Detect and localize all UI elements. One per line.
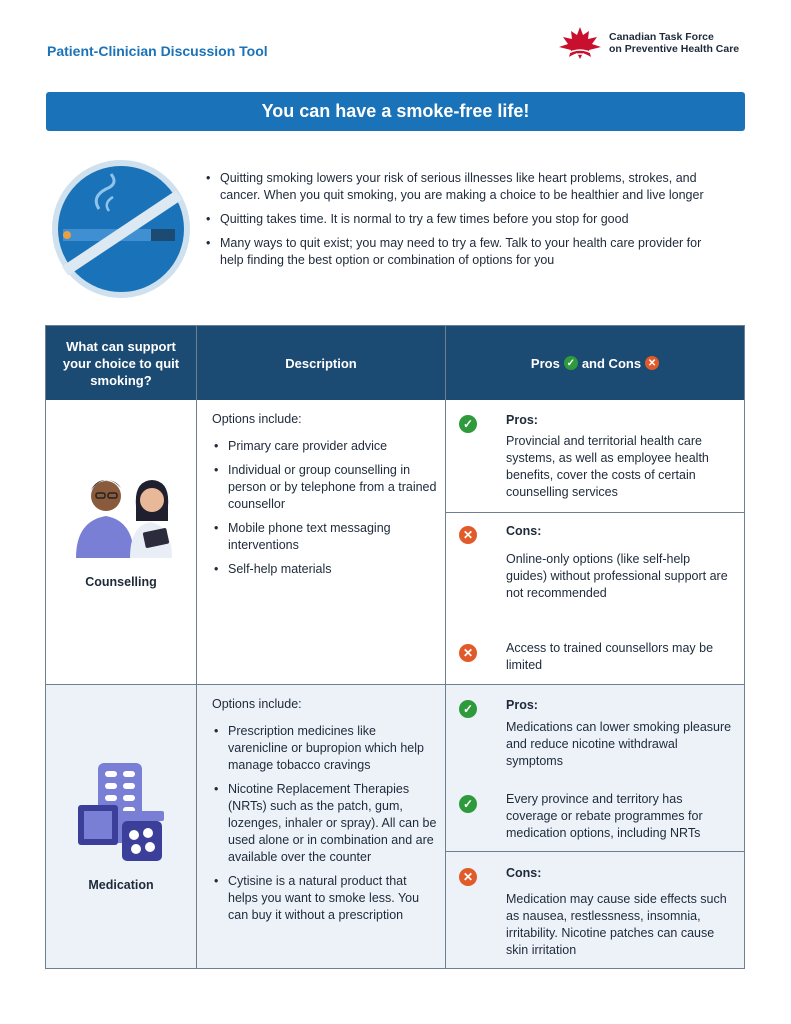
row-label-medication: Medication [88, 878, 154, 892]
row-label-counselling: Counselling [85, 575, 157, 589]
intro-bullet: • Quitting smoking lowers your risk of serious illnesses like heart problems, strokes, and cancer. When you quit smoking, you are making a choice to be healthier and live longer [204, 170, 724, 204]
intro-bullet: • Quitting takes time. It is normal to try a few times before you stop for good [204, 211, 724, 228]
cons-heading: Cons: [506, 524, 542, 538]
page-banner: You can have a smoke-free life! [46, 92, 745, 131]
option-item: • Nicotine Replacement Therapies (NRTs) such as the patch, gum, lozenges, inhaler or spray). All can be used alone or in combination and are available over the counter [212, 781, 437, 866]
options-intro: Options include: [212, 412, 302, 426]
x-icon: ✕ [645, 356, 659, 370]
x-icon: ✕ [459, 526, 477, 544]
option-item: • Mobile phone text messaging interventions [212, 520, 437, 554]
con-item: Access to trained counsellors may be limited [506, 641, 714, 672]
brand-name-line2: on Preventive Health Care [609, 43, 740, 55]
option-item: • Cytisine is a natural product that helps you want to smoke less. You can buy it without a prescription [212, 873, 437, 924]
pros-heading: Pros: [506, 698, 538, 712]
x-icon: ✕ [459, 868, 477, 886]
check-icon: ✓ [459, 795, 477, 813]
x-icon: ✕ [459, 644, 477, 662]
pro-item: Medications can lower smoking pleasure and reduce nicotine withdrawal symptoms [506, 720, 732, 768]
options-intro: Options include: [212, 697, 302, 711]
brand-logo [557, 25, 759, 61]
tool-title: Patient-Clinician Discussion Tool [47, 43, 268, 59]
header-cons-label: and Cons [581, 355, 642, 371]
option-item: • Primary care provider advice [212, 438, 437, 455]
no-smoking-icon [51, 159, 191, 299]
header-pros-cons-column [446, 326, 744, 400]
check-icon: ✓ [459, 700, 477, 718]
pro-item: Provincial and territorial health care systems, as well as employee health benefits, cover the costs of certain counselling services [506, 434, 709, 499]
option-item: • Self-help materials [212, 561, 437, 578]
maple-leaf-logo-icon [557, 25, 603, 61]
counselling-options [212, 411, 437, 585]
intro-list [204, 170, 724, 276]
intro-bullet: • Many ways to quit exist; you may need to try a few. Talk to your health care provider for help finding the best option or combination of options for you [204, 235, 724, 269]
header-pros-label: Pros [530, 355, 560, 371]
header-support-column: What can support your choice to quit smoking? [46, 326, 196, 400]
medication-options [212, 696, 437, 931]
header-description-column: Description [197, 326, 445, 400]
medication-pills-icon [78, 763, 168, 863]
con-item: Online-only options (like self-help guides) without professional support are not recommended [506, 552, 728, 600]
con-item: Medication may cause side effects such as nausea, restlessness, insomnia, irritability. Nicotine patches can cause skin irritation [506, 892, 727, 957]
brand-name-line1: Canadian Task Force [609, 31, 714, 43]
check-icon: ✓ [459, 415, 477, 433]
counselling-people-icon [68, 466, 178, 561]
pro-item: Every province and territory has coverage or rebate programmes for medication options, including NRTs [506, 792, 703, 840]
options-table [45, 325, 745, 969]
check-icon: ✓ [564, 356, 578, 370]
option-item: • Prescription medicines like varenicline or bupropion which help manage tobacco cravings [212, 723, 437, 774]
pros-heading: Pros: [506, 413, 538, 427]
cons-heading: Cons: [506, 866, 542, 880]
option-item: • Individual or group counselling in person or by telephone from a trained counsellor [212, 462, 437, 513]
